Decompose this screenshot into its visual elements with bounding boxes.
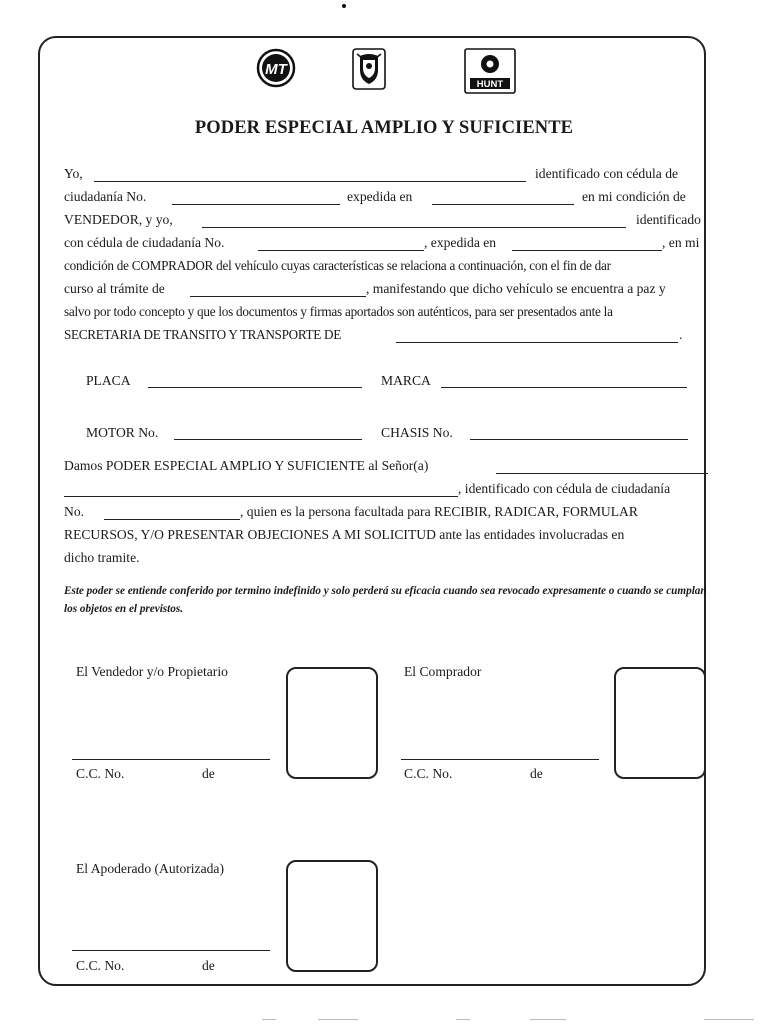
secretaria-period: .	[679, 327, 683, 342]
apoderado-name-field-2[interactable]	[64, 496, 458, 497]
vendedor-cc-label: C.C. No.	[76, 766, 125, 781]
apoderado-name-field-1[interactable]	[496, 473, 708, 474]
tramite-field[interactable]	[190, 296, 366, 297]
apoderado-label: El Apoderado (Autorizada)	[76, 861, 224, 876]
vendedor-de-label: de	[202, 766, 215, 781]
condicion-comprador-text: condición de COMPRADOR del vehículo cuyas características se relaciona a continuación, con el fin de dar	[64, 258, 611, 273]
scan-mark	[342, 4, 346, 8]
vendedor-fingerprint-box[interactable]	[286, 667, 378, 779]
logo-bar	[0, 48, 768, 98]
coat-of-arms-logo	[352, 48, 386, 90]
scan-artifact	[262, 1019, 276, 1020]
chasis-field[interactable]	[470, 439, 688, 440]
intro-line-1	[64, 166, 83, 182]
comprador-name-field[interactable]	[202, 227, 626, 228]
apoderado-fingerprint-box[interactable]	[286, 860, 378, 972]
motor-field[interactable]	[174, 439, 362, 440]
marca-field[interactable]	[441, 387, 687, 388]
logo-hunt-text: HUNT	[476, 79, 504, 90]
comprador-signature-line[interactable]	[401, 759, 599, 760]
comprador-cc-label: C.C. No.	[404, 766, 453, 781]
expedida-en-label-1: expedida en	[347, 189, 413, 204]
document-title: PODER ESPECIAL AMPLIO Y SUFICIENTE	[194, 118, 574, 138]
hunt-logo	[464, 48, 516, 94]
con-cedula-label: con cédula de ciudadanía No.	[64, 235, 225, 250]
recursos-text: RECURSOS, Y/O PRESENTAR OBJECIONES A MI SOLICITUD ante las entidades involucradas en	[64, 527, 625, 542]
condicion-vendedor-text: en mi condición de	[582, 189, 686, 204]
secretaria-field[interactable]	[396, 342, 678, 343]
motor-label: MOTOR No.	[86, 425, 159, 440]
dicho-tramite-text: dicho tramite.	[64, 550, 140, 565]
placa-field[interactable]	[148, 387, 362, 388]
identificado-text-1: identificado con cédula de	[535, 166, 679, 181]
comprador-de-label: de	[530, 766, 543, 781]
scan-artifact	[456, 1019, 470, 1020]
vendedor-label: El Vendedor y/o Propietario	[76, 664, 228, 679]
scan-artifact	[704, 1019, 754, 1020]
vendedor-expedida-field[interactable]	[432, 204, 574, 205]
vendedor-name-field[interactable]	[94, 181, 526, 182]
yo-label: Yo,	[64, 166, 83, 181]
damos-poder-text: Damos PODER ESPECIAL AMPLIO Y SUFICIENTE al Señor(a)	[64, 458, 429, 473]
apoderado-cc-label: C.C. No.	[76, 958, 125, 973]
no-label: No.	[64, 504, 85, 519]
apoderado-de-label: de	[202, 958, 215, 973]
vendedor-y-yo-text: VENDEDOR, y yo,	[64, 212, 173, 227]
comprador-expedida-field[interactable]	[512, 250, 662, 251]
logo-mt-text: MT	[265, 61, 287, 78]
scan-artifact	[318, 1019, 358, 1020]
secretaria-label: SECRETARIA DE TRANSITO Y TRANSPORTE DE	[64, 327, 342, 342]
comprador-label: El Comprador	[404, 664, 482, 679]
vendedor-cedula-field[interactable]	[172, 204, 340, 205]
vendedor-signature-line[interactable]	[72, 759, 270, 760]
curso-tramite-label: curso al trámite de	[64, 281, 165, 296]
ministerio-transporte-logo	[256, 48, 296, 88]
apoderado-signature-line[interactable]	[72, 950, 270, 951]
comprador-cedula-field[interactable]	[258, 250, 424, 251]
identificado-cedula-text: , identificado con cédula de ciudadanía	[458, 481, 671, 496]
en-mi-text: , en mi	[662, 235, 700, 250]
expedida-en-label-2: , expedida en	[424, 235, 497, 250]
ciudadania-label: ciudadanía No.	[64, 189, 147, 204]
marca-label: MARCA	[381, 373, 431, 388]
apoderado-cedula-field[interactable]	[104, 519, 240, 520]
salvo-text: salvo por todo concepto y que los documentos y firmas aportados son auténticos, para ser presentados ante la	[64, 304, 613, 319]
identificado-text-2: identificado	[636, 212, 701, 227]
placa-label: PLACA	[86, 373, 131, 388]
scan-artifact	[530, 1019, 566, 1020]
quien-text: , quien es la persona facultada para RECIBIR, RADICAR, FORMULAR	[240, 504, 638, 519]
comprador-fingerprint-box[interactable]	[614, 667, 706, 779]
manifestando-text: , manifestando que dicho vehículo se encuentra a paz y	[366, 281, 666, 296]
vigencia-note: Este poder se entiende conferido por termino indefinido y solo perderá su eficacia cuando sea revocado expresamente o cuando se cumplan los objetos en el previstos.	[64, 585, 707, 615]
chasis-label: CHASIS No.	[381, 425, 453, 440]
